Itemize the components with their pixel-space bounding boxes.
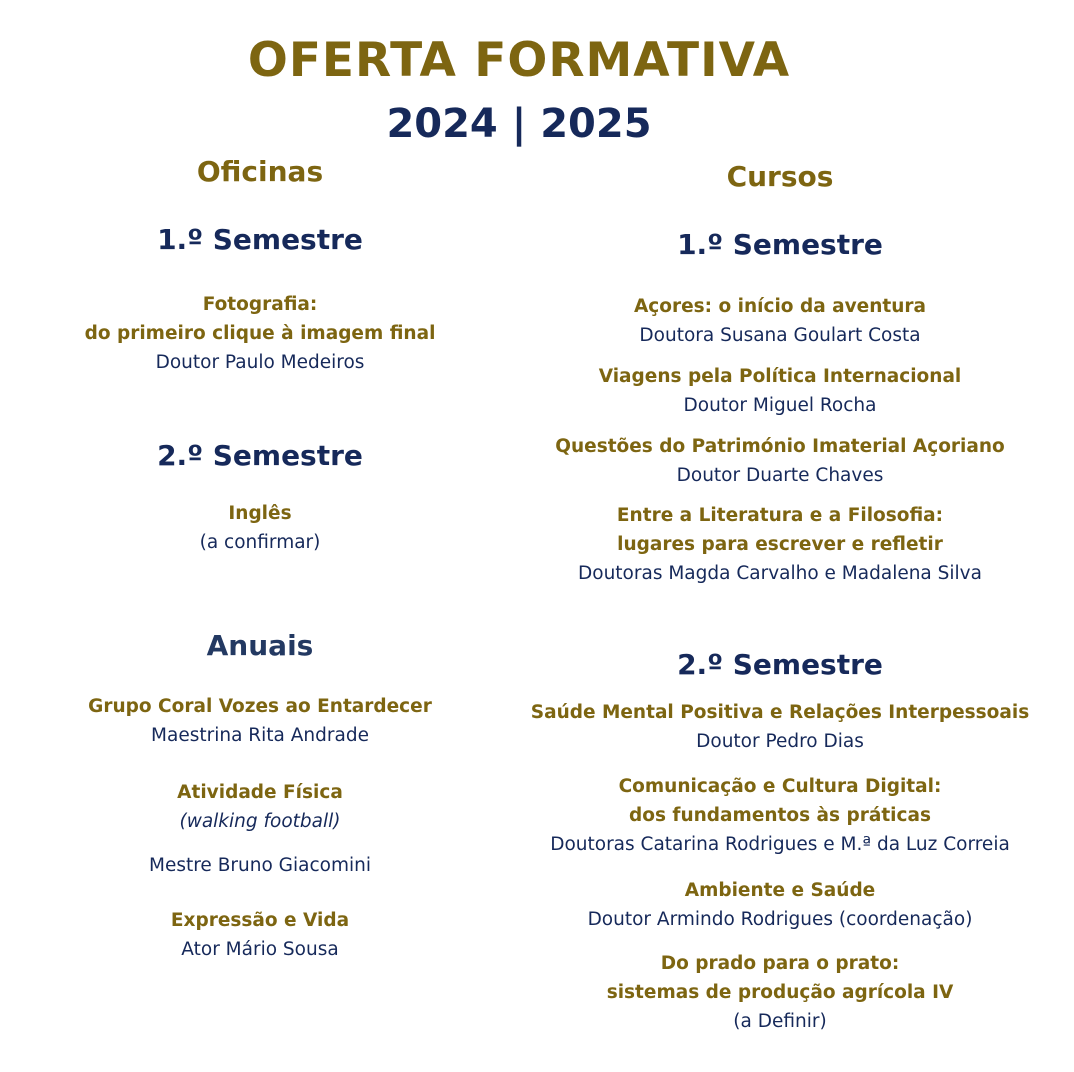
curso-person: Doutoras Magda Carvalho e Madalena Silva <box>578 563 982 584</box>
oficina-item <box>60 290 460 377</box>
curso-item <box>520 876 1040 934</box>
curso-person: (a Definir) <box>733 1011 827 1032</box>
anual-item <box>60 906 460 964</box>
cursos-sem2-heading: 2.º Semestre <box>677 648 883 681</box>
curso-title: Viagens pela Política Internacional <box>598 366 962 387</box>
anual-item <box>60 778 460 880</box>
cursos-sem1-heading: 1.º Semestre <box>677 228 883 261</box>
anual-person: Maestrina Rita Andrade <box>151 725 369 746</box>
curso-person: Doutor Pedro Dias <box>696 731 864 752</box>
curso-title: Questões do Património Imaterial Açoriano <box>555 436 1005 457</box>
curso-item <box>520 432 1040 490</box>
curso-person: Doutor Miguel Rocha <box>683 395 877 416</box>
academic-year: 2024 | 2025 <box>386 101 652 147</box>
anual-subtitle: (walking football) <box>179 811 341 832</box>
anual-person: Mestre Bruno Giacomini <box>149 855 371 876</box>
anuais-heading: Anuais <box>206 629 314 662</box>
curso-title: Entre a Literatura e a Filosofia: <box>616 505 944 526</box>
oficina-person: (a confirmar) <box>199 532 321 553</box>
curso-person: Doutor Armindo Rodrigues (coordenação) <box>587 909 973 930</box>
curso-title: Comunicação e Cultura Digital: <box>618 776 942 797</box>
curso-person: Doutora Susana Goulart Costa <box>639 325 921 346</box>
oficina-title: do primeiro clique à imagem final <box>84 323 436 344</box>
anual-item <box>60 692 460 750</box>
oficina-title: Fotografia: <box>202 294 318 315</box>
curso-item <box>520 501 1040 588</box>
anual-title: Atividade Física <box>177 782 343 803</box>
curso-item <box>520 772 1040 859</box>
curso-item <box>520 949 1040 1036</box>
curso-title: Saúde Mental Positiva e Relações Interpessoais <box>530 702 1030 723</box>
curso-title: lugares para escrever e refletir <box>617 534 943 555</box>
curso-item <box>520 292 1040 350</box>
curso-item <box>520 362 1040 420</box>
anual-title: Expressão e Vida <box>170 910 350 931</box>
oficinas-heading: Oficinas <box>196 155 324 188</box>
curso-title: Do prado para o prato: <box>660 953 900 974</box>
curso-title: Açores: o início da aventura <box>633 296 927 317</box>
curso-person: Doutor Duarte Chaves <box>676 465 884 486</box>
oficinas-sem2-heading: 2.º Semestre <box>157 439 363 472</box>
cursos-heading: Cursos <box>726 160 834 193</box>
oficinas-sem1-heading: 1.º Semestre <box>157 223 363 256</box>
curso-title: sistemas de produção agrícola IV <box>606 982 954 1003</box>
curso-item <box>520 698 1040 756</box>
page-title: OFERTA FORMATIVA <box>247 33 791 88</box>
anual-person: Ator Mário Sousa <box>181 939 339 960</box>
oficina-title: Inglês <box>228 503 292 524</box>
curso-person: Doutoras Catarina Rodrigues e M.ª da Luz Correia <box>550 834 1010 855</box>
anual-title: Grupo Coral Vozes ao Entardecer <box>88 696 432 717</box>
oficina-item <box>60 499 460 557</box>
oficina-person: Doutor Paulo Medeiros <box>155 352 365 373</box>
curso-title: Ambiente e Saúde <box>684 880 876 901</box>
curso-title: dos fundamentos às práticas <box>629 805 931 826</box>
